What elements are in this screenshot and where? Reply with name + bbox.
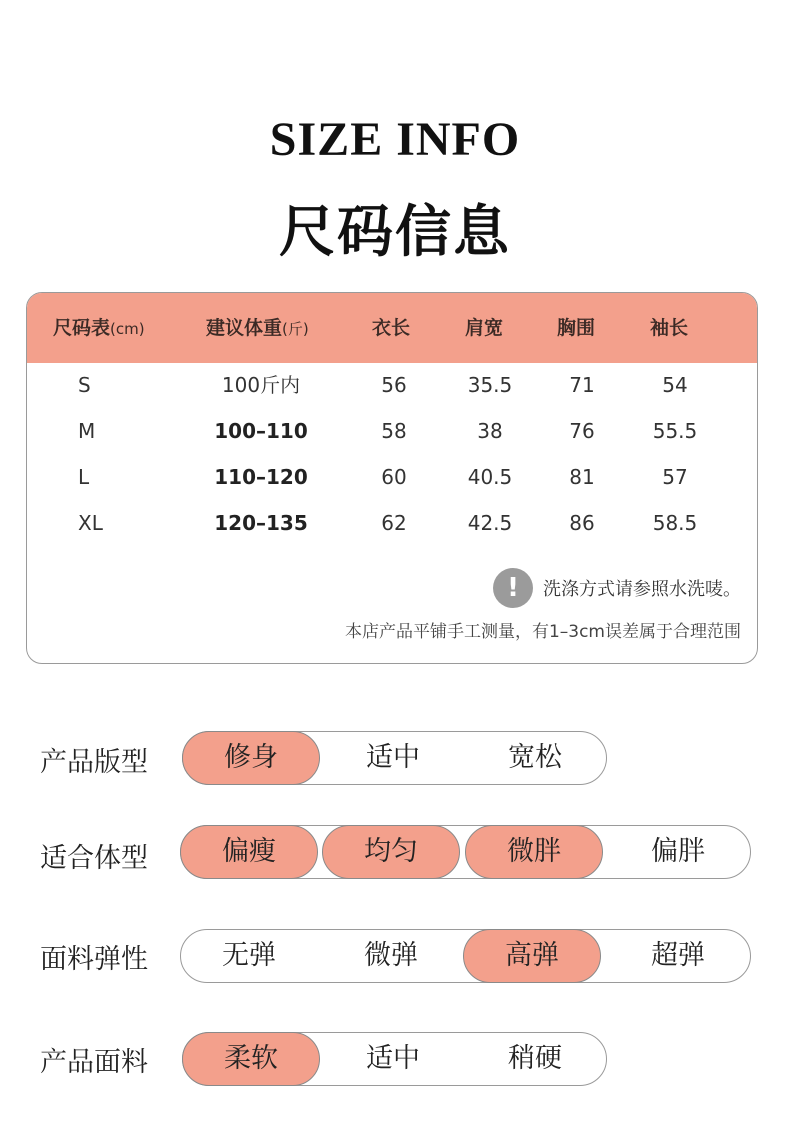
cell-shoulder: 35.5 [467, 373, 513, 397]
cell-chest: 76 [569, 419, 595, 443]
measurement-disclaimer: 本店产品平铺手工测量，有1–3cm误差属于合理范围 [344, 622, 741, 642]
option-fit-regular: 适中 [366, 742, 420, 773]
cell-size: M [78, 419, 96, 443]
table-row [27, 408, 757, 454]
attr-label-fabric: 产品面料 [40, 1047, 148, 1078]
option-fabric-medium: 适中 [366, 1043, 420, 1074]
cell-shoulder: 42.5 [467, 511, 513, 535]
cell-sleeve: 55.5 [652, 419, 698, 443]
option-elastic-none: 无弹 [222, 940, 276, 971]
attr-label-fit: 产品版型 [40, 747, 148, 778]
cell-sleeve: 58.5 [652, 511, 698, 535]
option-elastic-slight: 微弹 [364, 940, 418, 971]
attr-options-fabric [182, 1032, 607, 1086]
cell-length: 58 [381, 419, 407, 443]
washing-notice-text: 洗涤方式请参照水洗唛。 [543, 579, 741, 600]
washing-notice [493, 567, 741, 609]
cell-weight: 110–120 [214, 465, 308, 489]
cell-weight: 120–135 [214, 511, 308, 535]
attr-options-elasticity [180, 929, 751, 983]
size-table-header [27, 293, 757, 363]
cell-chest: 81 [569, 465, 595, 489]
cell-weight: 100斤内 [221, 373, 301, 397]
header-weight-label: 建议体重 [206, 317, 283, 339]
header-weight [206, 293, 309, 363]
header-chest: 胸围 [557, 317, 596, 339]
cell-length: 56 [381, 373, 407, 397]
option-body-plump: 微胖 [465, 825, 603, 879]
option-body-heavy: 偏胖 [651, 836, 705, 867]
cell-size: S [78, 373, 91, 397]
cell-length: 60 [381, 465, 407, 489]
option-elastic-high: 高弹 [463, 929, 601, 983]
cell-size: L [78, 465, 90, 489]
option-fabric-soft: 柔软 [182, 1032, 320, 1086]
option-body-slim: 偏瘦 [180, 825, 318, 879]
title-chinese: 尺码信息 [279, 200, 511, 265]
title-english: SIZE INFO [269, 113, 521, 166]
attr-label-elasticity: 面料弹性 [40, 944, 148, 975]
table-row [27, 454, 757, 500]
attr-options-fit [182, 731, 607, 785]
cell-shoulder: 40.5 [467, 465, 513, 489]
option-body-average: 均匀 [322, 825, 460, 879]
cell-weight: 100–110 [214, 419, 308, 443]
cell-shoulder: 38 [477, 419, 503, 443]
header-weight-unit: (斤) [282, 320, 309, 338]
option-fabric-stiff: 稍硬 [508, 1043, 562, 1074]
header-sleeve: 袖长 [650, 317, 689, 339]
attr-label-body-type: 适合体型 [40, 843, 148, 874]
cell-length: 62 [381, 511, 407, 535]
option-fit-loose: 宽松 [508, 742, 562, 773]
header-shoulder: 肩宽 [465, 317, 504, 339]
header-length: 衣长 [372, 317, 411, 339]
header-size-unit: (cm) [110, 320, 145, 338]
cell-size: XL [78, 511, 103, 535]
cell-sleeve: 57 [662, 465, 688, 489]
cell-sleeve: 54 [662, 373, 688, 397]
option-fit-slim: 修身 [182, 731, 320, 785]
table-row [27, 362, 757, 408]
table-row [27, 500, 757, 546]
cell-chest: 86 [569, 511, 595, 535]
header-size-label: 尺码表 [53, 317, 111, 339]
attr-options-body-type [180, 825, 751, 879]
header-size [53, 293, 145, 363]
size-table-card [26, 292, 758, 664]
exclamation-icon: ! [493, 568, 533, 608]
cell-chest: 71 [569, 373, 595, 397]
option-elastic-super: 超弹 [651, 940, 705, 971]
